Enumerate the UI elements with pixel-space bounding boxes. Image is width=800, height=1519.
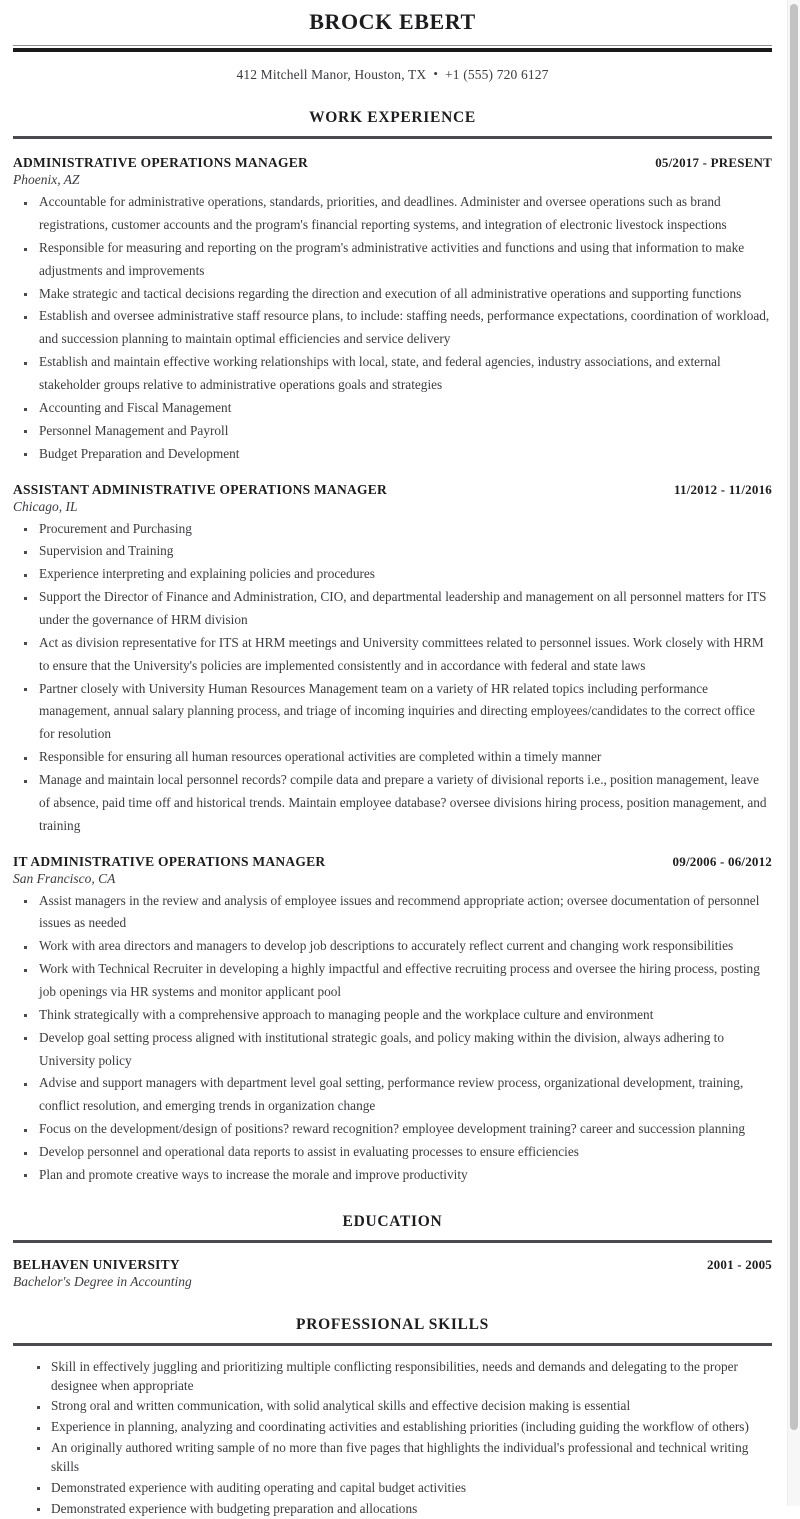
- job-bullet: Advise and support managers with department level goal setting, performance review process, organizational development, training, conflict resolution, and emerging trends in organization change: [13, 1072, 772, 1118]
- skill-bullet: Strong oral and written communication, with solid analytical skills and effective decision making is essential: [13, 1397, 772, 1416]
- section-rule-education: [13, 1240, 772, 1243]
- job-bullet: Experience interpreting and explaining policies and procedures: [13, 563, 772, 586]
- job-title: ADMINISTRATIVE OPERATIONS MANAGER: [13, 155, 309, 171]
- section-heading-skills: PROFESSIONAL SKILLS: [296, 1315, 489, 1333]
- section-heading-education: EDUCATION: [342, 1212, 443, 1230]
- section-work-experience: [13, 109, 772, 1187]
- job-bullet: Assist managers in the review and analysis of employee issues and recommend appropriate action; oversee documentation of personnel issues as needed: [13, 890, 772, 936]
- job-bullet-list: [13, 518, 772, 838]
- school-name: BELHAVEN UNIVERSITY: [13, 1256, 180, 1272]
- job-date-range: 11/2012 - 11/2016: [673, 481, 772, 497]
- job-bullet: Develop goal setting process aligned with institutional strategic goals, and policy making within the division, always adhering to University policy: [13, 1027, 772, 1073]
- job-bullet: Develop personnel and operational data reports to assist in evaluating processes to ensure efficiencies: [13, 1141, 772, 1164]
- skill-bullet: Demonstrated experience with auditing operating and capital budget activities: [13, 1479, 772, 1498]
- section-rule-work: [13, 136, 772, 139]
- job-bullet: Partner closely with University Human Resources Management team on a variety of HR related topics including performance management, annual salary planning process, and triage of incoming inquiries and directing employees/candidates to the correct office for resolution: [13, 678, 772, 747]
- job-bullet: Work with Technical Recruiter in developing a highly impactful and effective recruiting process and oversee the hiring process, posting job openings via HR systems and monitor applicant pool: [13, 958, 772, 1004]
- job-title: ASSISTANT ADMINISTRATIVE OPERATIONS MANAGER: [13, 481, 387, 497]
- vertical-scrollbar[interactable]: [787, 0, 800, 1506]
- job-bullet: Responsible for ensuring all human resources operational activities are completed within a timely manner: [13, 746, 772, 769]
- header-double-rule: [13, 45, 772, 52]
- skill-bullet: Experience in planning, analyzing and coordinating activities and establishing priorities (including guiding the workflow of others): [13, 1418, 772, 1437]
- job-bullet: Support the Director of Finance and Administration, CIO, and departmental leadership and management on all personnel matters for ITS under the governance of HRM division: [13, 586, 772, 632]
- job-bullet-list: [13, 890, 772, 1187]
- contact-separator-icon: •: [433, 66, 439, 82]
- degree-name: Bachelor's Degree in Accounting: [13, 1273, 192, 1289]
- contact-line: [13, 66, 772, 83]
- work-entry: [13, 482, 772, 838]
- job-bullet: Plan and promote creative ways to increase the morale and improve productivity: [13, 1164, 772, 1187]
- job-bullet: Personnel Management and Payroll: [13, 420, 772, 443]
- resume-header: [13, 0, 772, 83]
- job-bullet: Focus on the development/design of positions? reward recognition? employee development training? career and succession planning: [13, 1118, 772, 1141]
- job-title: IT ADMINISTRATIVE OPERATIONS MANAGER: [13, 853, 326, 869]
- education-entry-header: [13, 1257, 772, 1273]
- contact-phone: +1 (555) 720 6127: [445, 67, 549, 83]
- job-date-range: 05/2017 - PRESENT: [655, 155, 772, 171]
- section-heading-work: WORK EXPERIENCE: [309, 109, 476, 127]
- work-entry-header: [13, 854, 772, 870]
- job-bullet: Think strategically with a comprehensive approach to managing people and the workplace culture and environment: [13, 1004, 772, 1027]
- section-education: [13, 1213, 772, 1290]
- section-professional-skills: [13, 1316, 772, 1519]
- job-bullet: Procurement and Purchasing: [13, 518, 772, 541]
- skill-bullet: Demonstrated experience with budgeting preparation and allocations: [13, 1500, 772, 1519]
- job-bullet: Budget Preparation and Development: [13, 443, 772, 466]
- job-location: San Francisco, CA: [13, 870, 116, 886]
- job-location: Chicago, IL: [13, 498, 78, 514]
- work-entry: [13, 155, 772, 465]
- skill-bullet: Skill in effectively juggling and prioritizing multiple conflicting responsibilities, needs and demands and delegating to the proper designee when appropriate: [13, 1358, 772, 1396]
- job-bullet-list: [13, 191, 772, 465]
- job-bullet: Supervision and Training: [13, 540, 772, 563]
- job-bullet: Act as division representative for ITS at HRM meetings and University committees related to personnel issues. Work closely with HRM to ensure that the University's policies are implemented consistently and in accordance with federal and state laws: [13, 632, 772, 678]
- education-date-range: 2001 - 2005: [706, 1256, 772, 1272]
- contact-address: 412 Mitchell Manor, Houston, TX: [236, 67, 427, 83]
- skills-bullet-list: [13, 1358, 772, 1519]
- job-bullet: Accountable for administrative operations, standards, priorities, and deadlines. Administer and oversee operations such as brand registrations, customer accounts and the program's financial reporting systems, and integration of electronic livestock inspections: [13, 191, 772, 237]
- work-entry: [13, 854, 772, 1187]
- work-entry-header: [13, 482, 772, 498]
- job-bullet: Establish and maintain effective working relationships with local, state, and federal agencies, industry associations, and external stakeholder groups relative to administrative operations goals and strategies: [13, 351, 772, 397]
- candidate-name: BROCK EBERT: [309, 9, 476, 34]
- job-bullet: Establish and oversee administrative staff resource plans, to include: staffing needs, performance expectations, coordination of workload, and succession planning to maintain optimal efficiencies and service delivery: [13, 305, 772, 351]
- scrollbar-thumb[interactable]: [790, 4, 798, 1430]
- education-entry: [13, 1257, 772, 1290]
- job-bullet: Manage and maintain local personnel records? compile data and prepare a variety of divisional reports i.e., position management, leave of absence, paid time off and historical trends. Maintain employee database? oversee divisions hiring process, position management, and training: [13, 769, 772, 838]
- job-location: Phoenix, AZ: [13, 172, 80, 188]
- section-rule-skills: [13, 1343, 772, 1346]
- job-bullet: Work with area directors and managers to develop job descriptions to accurately reflect current and changing work responsibilities: [13, 935, 772, 958]
- job-bullet: Responsible for measuring and reporting on the program's administrative activities and functions and using that information to make adjustments and improvements: [13, 237, 772, 283]
- job-date-range: 09/2006 - 06/2012: [672, 853, 772, 869]
- work-entry-header: [13, 155, 772, 171]
- skill-bullet: An originally authored writing sample of no more than five pages that highlights the individual's professional and technical writing skills: [13, 1439, 772, 1477]
- job-bullet: Accounting and Fiscal Management: [13, 397, 772, 420]
- job-bullet: Make strategic and tactical decisions regarding the direction and execution of all administrative operations and supporting functions: [13, 283, 772, 306]
